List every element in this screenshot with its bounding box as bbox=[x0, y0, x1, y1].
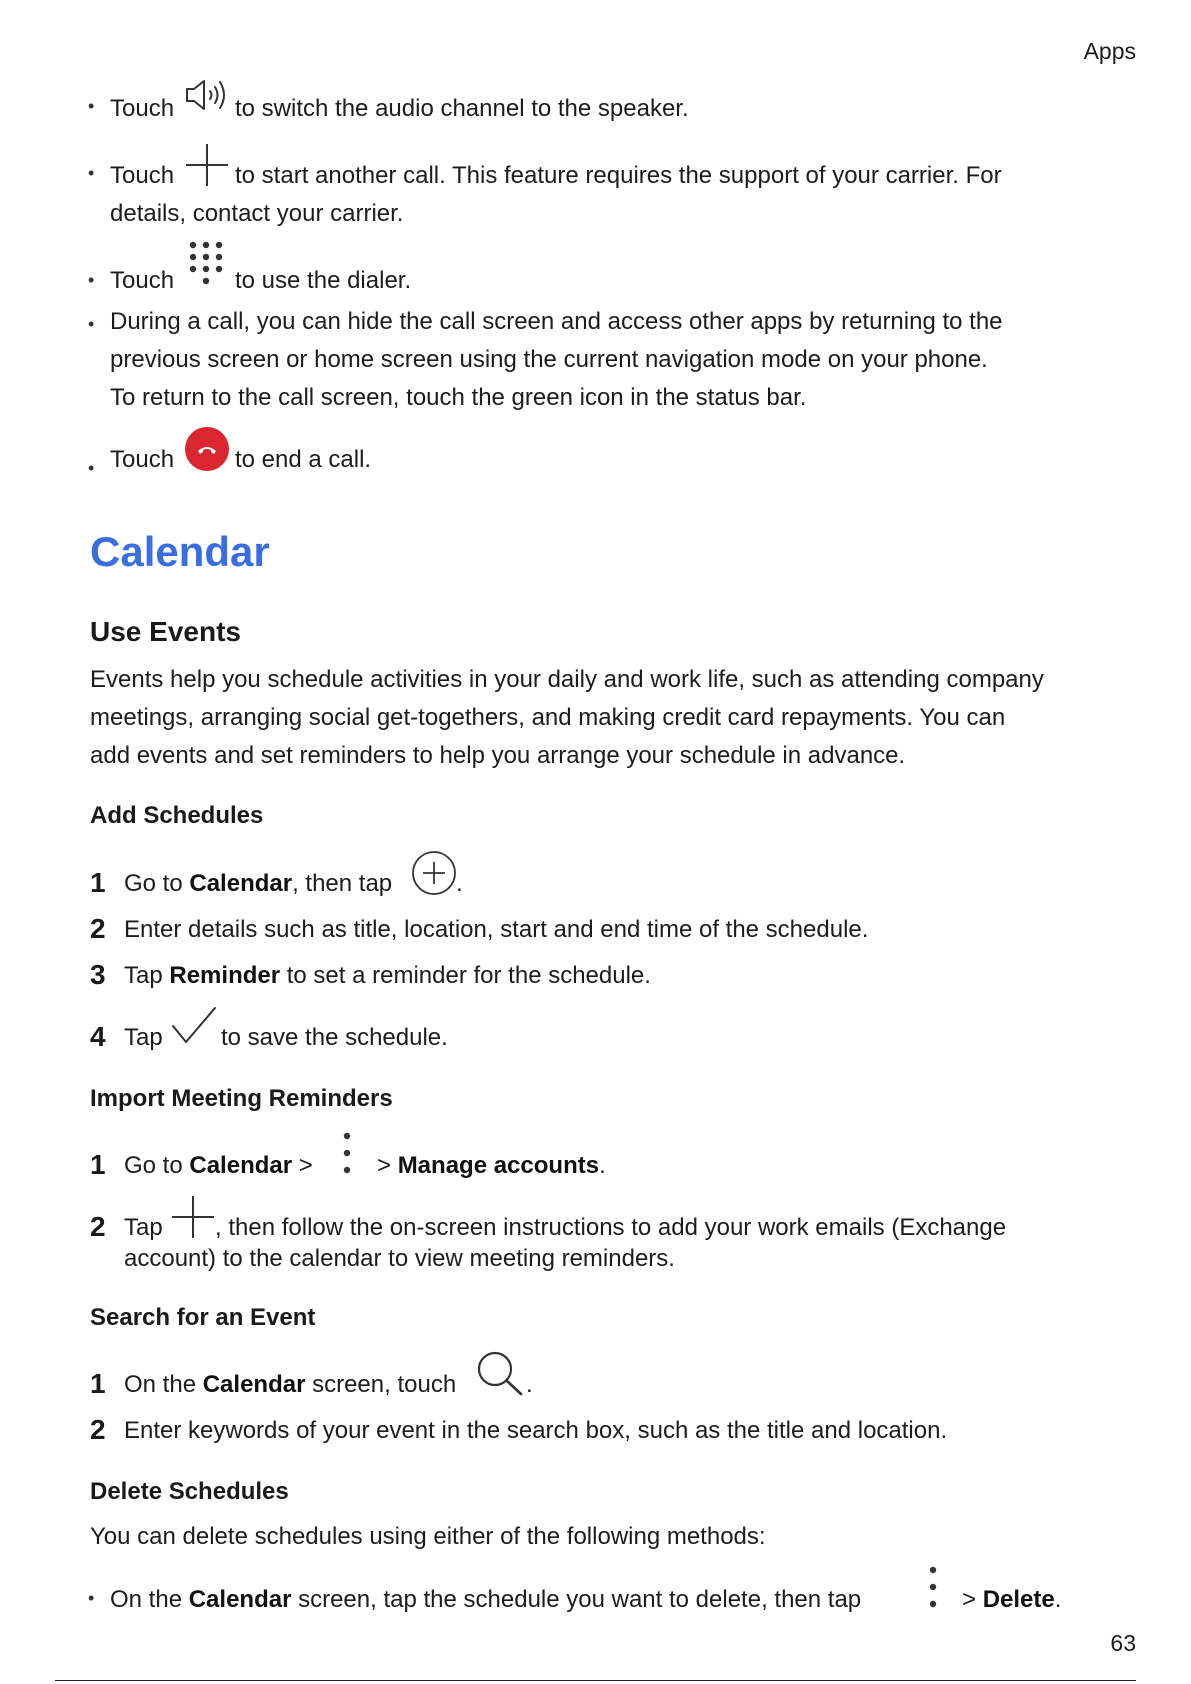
section-title: Calendar bbox=[90, 528, 270, 575]
dialpad-icon bbox=[188, 240, 224, 286]
bullet-text-continued: details, contact your carrier. bbox=[110, 200, 404, 227]
subsection-heading: Use Events bbox=[90, 616, 241, 647]
paragraph-line: You can delete schedules using either of the following methods: bbox=[90, 1523, 766, 1550]
bullet-dot: • bbox=[88, 163, 95, 183]
step-text-end: . bbox=[456, 870, 463, 897]
check-icon bbox=[170, 1006, 218, 1046]
bullet-text: > Delete. bbox=[962, 1586, 1062, 1613]
step-number: 4 bbox=[90, 1021, 106, 1052]
step-number: 2 bbox=[90, 1211, 106, 1242]
paragraph-line: add events and set reminders to help you arrange your schedule in advance. bbox=[90, 742, 906, 769]
step-text: Enter keywords of your event in the search box, such as the title and location. bbox=[124, 1417, 948, 1444]
paragraph-line: During a call, you can hide the call screen and access other apps by returning to the bbox=[110, 308, 1003, 335]
page-number: 63 bbox=[1110, 1630, 1136, 1656]
bullet-text: On the Calendar screen, tap the schedule you want to delete, then tap bbox=[110, 1586, 862, 1613]
step-text: Tap bbox=[124, 1214, 163, 1241]
bullet-text-before: Touch bbox=[110, 162, 175, 189]
bullet-dot: • bbox=[88, 1588, 95, 1608]
step-text-end: . bbox=[526, 1371, 533, 1398]
step-text: Tap Reminder to set a reminder for the schedule. bbox=[124, 962, 651, 989]
header-section: Apps bbox=[1083, 38, 1136, 64]
step-text: Tap bbox=[124, 1024, 163, 1051]
bullet-text-after: to start another call. This feature requires the support of your carrier. For bbox=[235, 162, 1002, 189]
paragraph-line: meetings, arranging social get-togethers, and making credit card repayments. You can bbox=[90, 704, 1006, 731]
topic-heading: Add Schedules bbox=[90, 802, 264, 829]
add-circle-icon bbox=[411, 850, 457, 896]
bullet-text-before: Touch bbox=[110, 267, 175, 294]
search-icon bbox=[476, 1350, 524, 1396]
step-number: 3 bbox=[90, 959, 106, 990]
bullet-text-after: to use the dialer. bbox=[235, 267, 412, 294]
topic-heading: Delete Schedules bbox=[90, 1478, 289, 1505]
bullet-dot: • bbox=[88, 96, 95, 116]
step-text: Go to Calendar > bbox=[124, 1152, 313, 1179]
paragraph-line: To return to the call screen, touch the green icon in the status bar. bbox=[110, 384, 807, 411]
paragraph-line: Events help you schedule activities in your daily and work life, such as attending company bbox=[90, 666, 1044, 693]
paragraph-line: previous screen or home screen using the current navigation mode on your phone. bbox=[110, 346, 988, 373]
step-number: 1 bbox=[90, 1368, 106, 1399]
footer-rule bbox=[55, 1680, 1136, 1681]
step-number: 2 bbox=[90, 1414, 106, 1445]
step-text: Go to Calendar, then tap bbox=[124, 870, 393, 897]
step-text-continued: account) to the calendar to view meeting reminders. bbox=[124, 1245, 675, 1272]
bullet-text-after: to end a call. bbox=[235, 446, 372, 473]
plus-icon bbox=[184, 142, 230, 188]
bullet-text-after: to switch the audio channel to the speaker. bbox=[235, 95, 689, 122]
more-vertical-icon bbox=[926, 1566, 940, 1610]
step-text: Enter details such as title, location, start and end time of the schedule. bbox=[124, 916, 869, 943]
plus-icon bbox=[170, 1194, 216, 1240]
step-number: 2 bbox=[90, 913, 106, 944]
step-number: 1 bbox=[90, 867, 106, 898]
step-text: > Manage accounts. bbox=[377, 1152, 606, 1179]
speaker-icon bbox=[184, 78, 230, 112]
bullet-text-before: Touch bbox=[110, 446, 175, 473]
step-text: On the Calendar screen, touch bbox=[124, 1371, 457, 1398]
bullet-dot: • bbox=[88, 458, 95, 478]
step-number: 1 bbox=[90, 1149, 106, 1180]
step-text: , then follow the on-screen instructions to add your work emails (Exchange bbox=[215, 1214, 1007, 1241]
more-vertical-icon bbox=[340, 1132, 354, 1176]
bullet-dot: • bbox=[88, 314, 95, 334]
topic-heading: Import Meeting Reminders bbox=[90, 1085, 393, 1112]
bullet-dot: • bbox=[88, 270, 95, 290]
topic-heading: Search for an Event bbox=[90, 1304, 316, 1331]
end-call-icon bbox=[184, 426, 230, 472]
bullet-text-before: Touch bbox=[110, 95, 175, 122]
step-text: to save the schedule. bbox=[221, 1024, 448, 1051]
